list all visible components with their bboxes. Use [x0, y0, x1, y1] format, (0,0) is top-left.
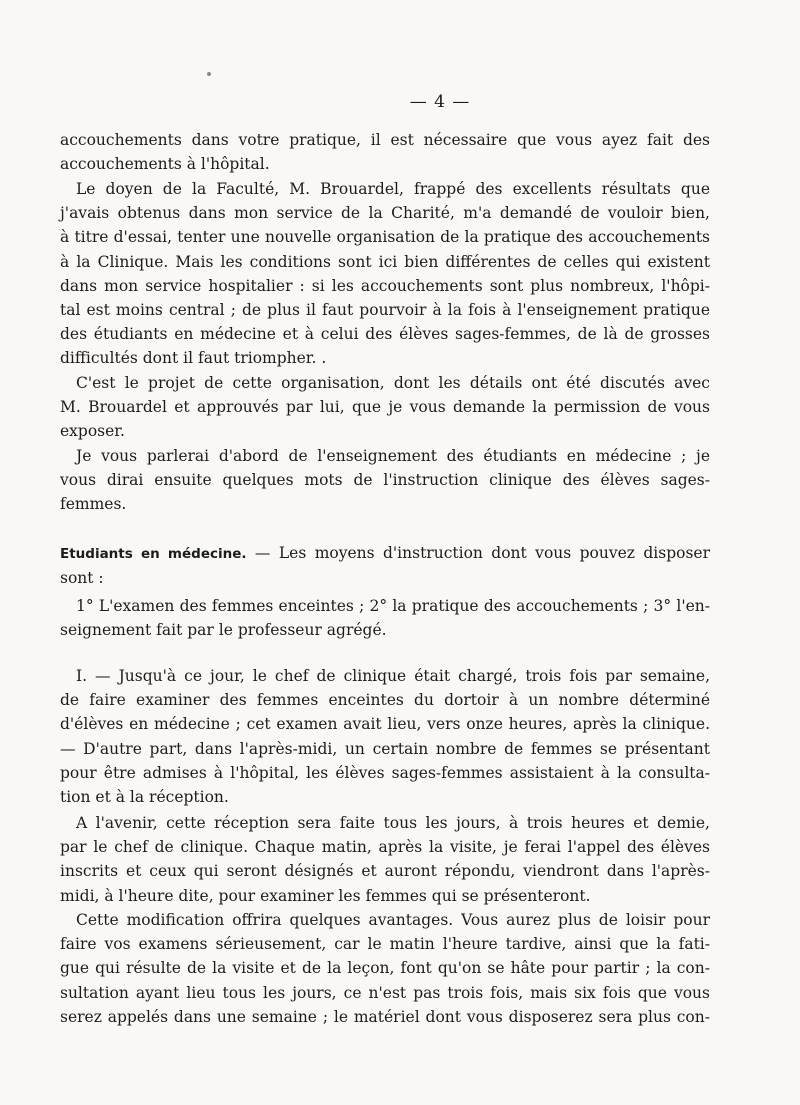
text-line: seignement fait par le professeur agrégé. [60, 621, 387, 640]
text-line: exposer. [60, 422, 125, 441]
paragraph-modification [60, 908, 710, 1029]
text-line: C'est le projet de cette organisation, dont les détails ont été discutés avec [76, 374, 710, 392]
text-line: gue qui résulte de la visite et de la leçon, font qu'on se hâte pour partir ; la con- [60, 959, 710, 978]
paragraph-section-one [60, 664, 710, 809]
paragraph-plan [60, 444, 710, 517]
text-line: dans mon service hospitalier : si les accouchements sont plus nombreux, l'hôpi- [60, 276, 710, 295]
text-line: faire vos examens sérieusement, car le matin l'heure tardive, ainsi que la fati- [60, 935, 710, 954]
text-line: sont : [60, 569, 104, 588]
text-line: à la Clinique. Mais les conditions sont ici bien différentes de celles qui existent [60, 252, 710, 271]
paragraph-enumeration [60, 594, 710, 642]
paragraph-continuation [60, 128, 710, 176]
text-line: 1° L'examen des femmes enceintes ; 2° la pratique des accouchements ; 3° l'en- [76, 597, 710, 615]
text-line: par le chef de clinique. Chaque matin, après la visite, je ferai l'appel des élèves [60, 838, 710, 857]
page-number: — 4 — [409, 92, 471, 112]
text-line: accouchements à l'hôpital. [60, 155, 270, 174]
text-line: difficultés dont il faut triompher. . [60, 349, 327, 368]
section-heading: Etudiants en médecine. [60, 546, 247, 562]
text-line: inscrits et ceux qui seront désignés et auront répondu, viendront dans l'après- [60, 862, 710, 881]
text-line: A l'avenir, cette réception sera faite tous les jours, à trois heures et demie, [76, 814, 710, 832]
text-line: sultation ayant lieu tous les jours, ce n'est pas trois fois, mais six fois que vous [60, 983, 710, 1002]
text-run: — Les moyens d'instruction dont vous pouvez disposer [246, 544, 710, 562]
section-etudiants [60, 541, 710, 590]
text-line: Je vous parlerai d'abord de l'enseignement des étudiants en médecine ; je [76, 447, 710, 465]
text-line: M. Brouardel et approuvés par lui, que je vous demande la permission de vous [60, 398, 710, 417]
text-line: de faire examiner des femmes enceintes du dortoir à un nombre déterminé [60, 691, 710, 710]
text-line: des étudiants en médecine et à celui des élèves sages-femmes, de là de grosses [60, 325, 710, 344]
text-line: à titre d'essai, tenter une nouvelle organisation de la pratique des accouchements [60, 228, 710, 247]
text-line: d'élèves en médecine ; cet examen avait lieu, vers onze heures, après la clinique. [60, 715, 710, 734]
text-line: vous dirai ensuite quelques mots de l'instruction clinique des élèves sages- [60, 471, 710, 490]
text-line: tion et à la réception. [60, 788, 229, 807]
text-line: midi, à l'heure dite, pour examiner les femmes qui se présenteront. [60, 886, 591, 905]
text-line: Le doyen de la Faculté, M. Brouardel, frappé des excellents résultats que [76, 180, 710, 198]
text-line: femmes. [60, 495, 127, 514]
text-line: Cette modification offrira quelques avantages. Vous aurez plus de loisir pour [76, 911, 710, 929]
text-line: — D'autre part, dans l'après-midi, un certain nombre de femmes se présentant [60, 739, 710, 758]
text-line: accouchements dans votre pratique, il est nécessaire que vous ayez fait des [60, 131, 710, 149]
ink-speck [207, 72, 211, 76]
text-line: pour être admises à l'hôpital, les élèves sages-femmes assistaient à la consulta- [60, 763, 710, 782]
paragraph-projet [60, 371, 710, 444]
text-line: tal est moins central ; de plus il faut pourvoir à la fois à l'enseignement pratique [60, 301, 710, 320]
text-line: j'avais obtenus dans mon service de la Charité, m'a demandé de vouloir bien, [60, 204, 710, 223]
paragraph-avenir [60, 811, 710, 908]
section-heading-line [60, 541, 710, 566]
text-line: serez appelés dans une semaine ; le matériel dont vous disposerez sera plus con- [60, 1007, 710, 1026]
text-line: I. — Jusqu'à ce jour, le chef de clinique était chargé, trois fois par semaine, [76, 667, 710, 685]
paragraph-doyen [60, 177, 710, 371]
